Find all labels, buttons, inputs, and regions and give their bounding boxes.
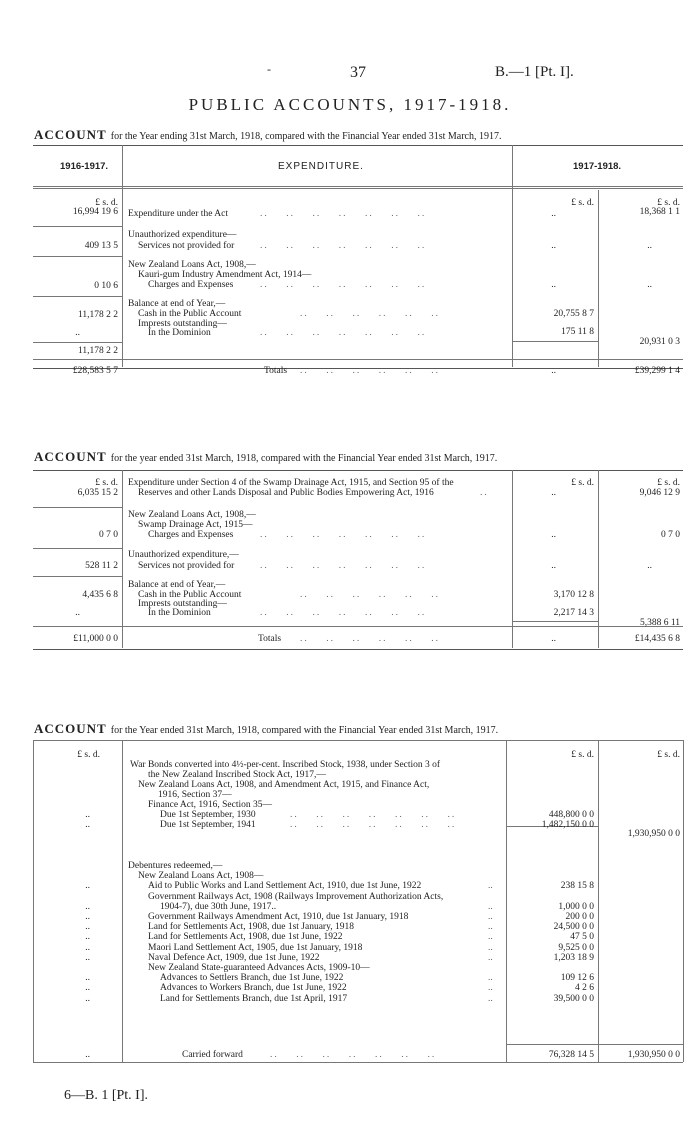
amount-1916: 16,994 19 6 bbox=[72, 207, 118, 217]
total-1918: £39,299 1 4 bbox=[634, 366, 680, 376]
debenture-item-label: Maori Land Settlement Act, 1905, due 1st January, 1918 bbox=[148, 943, 363, 953]
dots: .. bbox=[85, 983, 90, 993]
debenture-item-label: New Zealand State-guaranteed Advances Acts, 1909-10— bbox=[148, 963, 370, 973]
debenture-item-amount: 1,000 0 0 bbox=[558, 902, 594, 912]
row-label: Cash in the Public Account bbox=[138, 590, 242, 600]
inner-amount: .. bbox=[551, 634, 556, 644]
debenture-item-label: Naval Defence Act, 1909, due 1st June, 1922 bbox=[148, 953, 320, 963]
row-label: Cash in the Public Account bbox=[138, 309, 242, 319]
debenture-item-label: Land for Settlements Branch, due 1st April, 1917 bbox=[160, 994, 348, 1004]
carried-forward-inner: 76,328 14 5 bbox=[548, 1050, 594, 1060]
dots: .. bbox=[85, 973, 90, 983]
row-label: Charges and Expenses bbox=[148, 280, 234, 290]
debenture-item-label: Government Railways Act, 1908 (Railways Improvement Authorization Acts, bbox=[148, 892, 444, 902]
war-amount: 448,800 0 0 bbox=[548, 810, 594, 820]
column-header-1917-1918: 1917-1918. bbox=[573, 161, 622, 172]
inner-amount: .. bbox=[551, 530, 556, 540]
currency-label: £ s. d. bbox=[571, 750, 594, 760]
section1-heading: ACCOUNT for the Year ending 31st March, 1918, compared with the Financial Year ended 31st March, 1917. bbox=[34, 127, 502, 142]
debenture-item-amount: 47 5 0 bbox=[570, 932, 594, 942]
column-header-1916-1917: 1916-1917. bbox=[60, 161, 109, 172]
currency-label: £ s. d. bbox=[95, 478, 118, 488]
inner-amount: .. bbox=[551, 561, 556, 571]
currency-label: £ s. d. bbox=[571, 478, 594, 488]
currency-label: £ s. d. bbox=[657, 198, 680, 208]
debenture-item-amount: 1,203 18 9 bbox=[553, 953, 594, 963]
dots: .. bbox=[85, 932, 90, 942]
dots: .. bbox=[85, 912, 90, 922]
carried-forward-total: 1,930,950 0 0 bbox=[627, 1050, 680, 1060]
footer-reference: 6—B. 1 [Pt. I]. bbox=[64, 1088, 148, 1103]
section3-heading: ACCOUNT for the Year ended 31st March, 1918, compared with the Financial Year ended 31st March, 1917. bbox=[34, 721, 499, 736]
inner-amount: .. bbox=[551, 209, 556, 219]
debenture-item-label: Advances to Workers Branch, due 1st June, 1922 bbox=[160, 983, 347, 993]
amount-1916: 6,035 15 2 bbox=[77, 488, 118, 498]
war-bonds-line: New Zealand Loans Act, 1908, and Amendment Act, 1915, and Finance Act, bbox=[138, 780, 430, 790]
totals-label: Totals bbox=[258, 634, 282, 644]
amount-1918: 9,046 12 9 bbox=[639, 488, 680, 498]
dots: .. bbox=[85, 994, 90, 1004]
amount-1918: 18,368 1 1 bbox=[639, 207, 680, 217]
debenture-item-label: Debentures redeemed,— bbox=[128, 861, 223, 871]
amount-1916: 528 11 2 bbox=[85, 561, 118, 571]
total-1918: £14,435 6 8 bbox=[634, 634, 680, 644]
row-label: Balance at end of Year,— bbox=[128, 580, 226, 590]
row-label: Imprests outstanding— bbox=[138, 319, 227, 329]
cash-amount: 3,170 12 8 bbox=[553, 590, 594, 600]
war-total: 1,930,950 0 0 bbox=[627, 829, 680, 839]
currency-label: £ s. d. bbox=[95, 198, 118, 208]
inner-amount: .. bbox=[551, 241, 556, 251]
dots: .. bbox=[85, 902, 90, 912]
debenture-item-amount: 9,525 0 0 bbox=[558, 943, 594, 953]
debenture-item-label: New Zealand Loans Act, 1908— bbox=[138, 871, 264, 881]
carried-forward-label: Carried forward bbox=[182, 1050, 243, 1060]
debenture-item-label: Land for Settlements Act, 1908, due 1st January, 1918 bbox=[148, 922, 354, 932]
row-label: Services not provided for bbox=[138, 241, 235, 251]
debenture-item-amount: 200 0 0 bbox=[565, 912, 594, 922]
amount-1916: 0 10 6 bbox=[94, 281, 118, 291]
column-header-expenditure: EXPENDITURE. bbox=[278, 161, 364, 172]
amount-1918: 5,388 6 11 bbox=[639, 618, 680, 628]
amount-1918: .. bbox=[647, 280, 652, 290]
debenture-item-amount: 238 15 8 bbox=[560, 881, 594, 891]
war-bonds-line: the New Zealand Inscribed Stock Act, 1917,— bbox=[148, 770, 326, 780]
row-label: New Zealand Loans Act, 1908,— bbox=[128, 510, 256, 520]
amount-1918: .. bbox=[647, 241, 652, 251]
imprest-amount: 175 11 8 bbox=[561, 327, 594, 337]
currency-label: £ s. d. bbox=[571, 198, 594, 208]
amount-1916: 0 7 0 bbox=[99, 530, 118, 540]
row-label: In the Dominion bbox=[148, 608, 211, 618]
inner-amount: .. bbox=[551, 280, 556, 290]
war-bonds-line: 1916, Section 37— bbox=[158, 790, 232, 800]
row-label: In the Dominion bbox=[148, 328, 211, 338]
dots: .. bbox=[85, 943, 90, 953]
currency-label: £ s. d. bbox=[657, 750, 680, 760]
dots: .. bbox=[75, 328, 80, 338]
amount-1916: 11,178 2 2 bbox=[77, 310, 118, 320]
row-label: Expenditure under the Act bbox=[128, 209, 228, 219]
inner-amount: .. bbox=[551, 488, 556, 498]
dots: .. bbox=[85, 1050, 90, 1060]
row-label: Imprests outstanding— bbox=[138, 599, 227, 609]
page-title: PUBLIC ACCOUNTS, 1917-1918. bbox=[188, 95, 512, 114]
war-bonds-line: War Bonds converted into 4½-per-cent. Inscribed Stock, 1938, under Section 3 of bbox=[130, 760, 441, 770]
dots: .. bbox=[75, 608, 80, 618]
dots: .. bbox=[85, 820, 90, 830]
row-label: Expenditure under Section 4 of the Swamp Drainage Act, 1915, and Section 95 of the bbox=[128, 478, 454, 488]
dots: .. bbox=[85, 953, 90, 963]
row-label: Unauthorized expenditure— bbox=[128, 230, 237, 240]
debenture-item-amount: 4 2 6 bbox=[575, 983, 594, 993]
dots: .. bbox=[85, 922, 90, 932]
row-label: New Zealand Loans Act, 1908,— bbox=[128, 260, 256, 270]
inner-amount: .. bbox=[551, 366, 556, 376]
section2-heading: ACCOUNT for the year ended 31st March, 1918, compared with the Financial Year ended 31st March, 1917. bbox=[34, 449, 498, 464]
dots: .. bbox=[85, 810, 90, 820]
total-1916: £11,000 0 0 bbox=[73, 634, 118, 644]
left-subtotal: 11,178 2 2 bbox=[77, 346, 118, 356]
debenture-item-label: 1904-7), due 30th June, 1917.. bbox=[160, 902, 277, 912]
currency-label: £ s. d. bbox=[77, 750, 100, 760]
war-amount: 1,482,150 0 0 bbox=[541, 820, 594, 830]
row-label: Reserves and other Lands Disposal and Public Bodies Empowering Act, 1916 bbox=[138, 488, 434, 498]
total-1916: £28,583 5 7 bbox=[72, 366, 118, 376]
row-label: Services not provided for bbox=[138, 561, 235, 571]
row-label: Balance at end of Year,— bbox=[128, 299, 226, 309]
debenture-item-label: Advances to Settlers Branch, due 1st June, 1922 bbox=[160, 973, 344, 983]
cash-amount: 20,755 8 7 bbox=[553, 309, 594, 319]
debenture-item-label: Land for Settlements Act, 1908, due 1st June, 1922 bbox=[148, 932, 343, 942]
amount-1916: 409 13 5 bbox=[84, 241, 118, 251]
amount-1918: .. bbox=[647, 561, 652, 571]
imprest-amount: 2,217 14 3 bbox=[553, 608, 594, 618]
currency-label: £ s. d. bbox=[657, 478, 680, 488]
page-number: 37 bbox=[350, 64, 366, 81]
debenture-item-amount: 39,500 0 0 bbox=[553, 994, 594, 1004]
row-label: Charges and Expenses bbox=[148, 530, 234, 540]
dots: .. bbox=[85, 881, 90, 891]
war-bonds-line: Finance Act, 1916, Section 35— bbox=[148, 800, 273, 810]
debenture-item-amount: 24,500 0 0 bbox=[553, 922, 594, 932]
row-label: Unauthorized expenditure,— bbox=[128, 550, 239, 560]
row-label: Kauri-gum Industry Amendment Act, 1914— bbox=[138, 270, 312, 280]
debenture-item-label: Aid to Public Works and Land Settlement Act, 1910, due 1st June, 1922 bbox=[148, 881, 422, 891]
amount-1916: 4,435 6 8 bbox=[82, 590, 118, 600]
document-reference: B.—1 [Pt. I]. bbox=[495, 64, 574, 80]
totals-label: Totals bbox=[264, 366, 288, 376]
debenture-item-amount: 109 12 6 bbox=[560, 973, 594, 983]
row-label: Swamp Drainage Act, 1915— bbox=[138, 520, 253, 530]
war-bonds-line: Due 1st September, 1941 bbox=[160, 820, 256, 830]
war-bonds-line: Due 1st September, 1930 bbox=[160, 810, 256, 820]
debenture-item-label: Government Railways Amendment Act, 1910, due 1st January, 1918 bbox=[148, 912, 409, 922]
header-dash: - bbox=[267, 62, 271, 76]
amount-1918: 20,931 0 3 bbox=[639, 337, 680, 347]
amount-1918: 0 7 0 bbox=[661, 530, 680, 540]
